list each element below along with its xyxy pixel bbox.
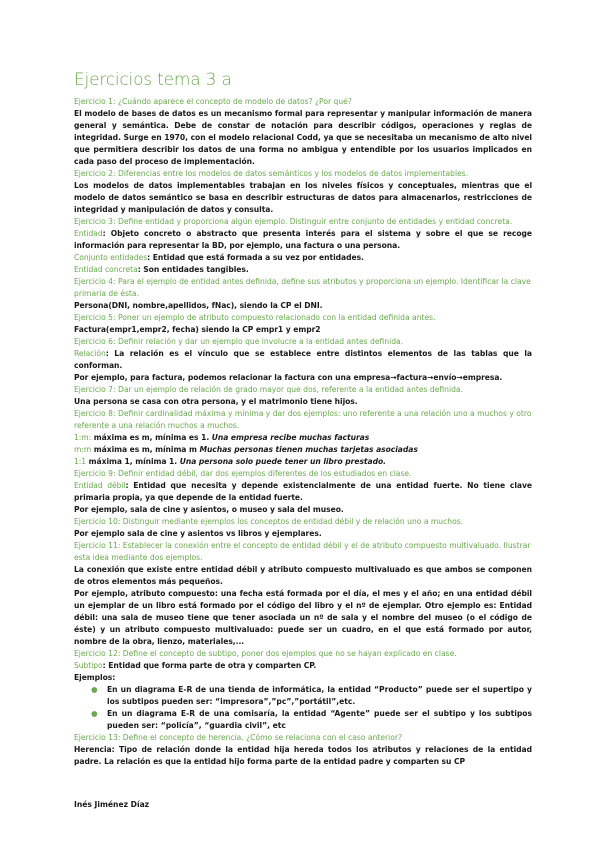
footer-author: Inés Jiménez Díaz [74,800,150,809]
term-label: Entidad concreta [74,265,138,274]
example-italic: Muchas personas tienen muchas tarjetas asociadas [199,445,418,454]
example-italic: Una persona solo puede tener un libro prestado. [179,457,386,466]
answer: Los modelos de datos implementables trabajan en los niveles físicos y conceptuales, mientras que el modelo de datos semántico se basa en describir estructuras de datos para almacenarlos, restricciones de integridad y manipulación de datos y consulta. [74,181,532,214]
example-item: ● En un diagrama E-R de una comisaría, la entidad “Agente” puede ser el subtipo y los subtipos pueden ser: “policía”, “guardia civil”, etc [91,709,532,730]
answer: Factura(empr1,empr2, fecha) siendo la CP empr1 y empr2 [74,325,321,334]
answer: Persona(DNI, nombre,apellidos, fNac), siendo la CP el DNI. [74,301,323,310]
question: Ejercicio 2: Diferencias entre los modelos de datos semánticos y los modelos de datos implementables. [74,169,469,178]
answer: El modelo de bases de datos es un mecanismo formal para representar y manipular información de manera general y semántica. Debe de constar de notación para describir códigos, operaciones y reglas de integridad. Surge en 1970, con el modelo relacional Codd, ya que se necesitaba un mecanismo de alto nivel que permitiera describir los datos de una forma no ambigua y entendible por los usuarios implicados en cada paso del proceso de implementación. [74,109,532,166]
answer: Por ejemplo, sala de cine y asientos, o museo y sala del museo. [74,505,344,514]
question: Ejercicio 7: Dar un ejemplo de relación de grado mayor que dos, referente a la entidad antes definida. [74,385,463,394]
example-italic: Una empresa recibe muchas facturas [211,433,370,442]
question: Ejercicio 6: Definir relación y dar un ejemplo que involucre a la entidad antes definida. [74,337,404,346]
answer: Por ejemplo, atributo compuesto: una fecha está formada por el día, el mes y el año; en una entidad débil un ejemplar de un libro está formado por el código del libro y el nº de ejemplar. Otro ejemplo es: Entidad débil: una sala de museo tiene que tener asociada un nº de sala y el nombre del museo (o el código de éste) y un atributo compuesto multivaluado: puede ser un cuadro, en el que está formado por autor, nombre de la obra, lienzo, materiales,... [74,589,532,646]
example-item: ● En un diagrama E-R de una tienda de informática, la entidad “Producto” puede ser el supertipo y los subtipos pueden ser: “impresora”,”pc”,”portátil”,etc. [91,685,532,706]
answer: Conjunto entidades: Entidad que está formada a su vez por entidades. [74,253,364,262]
question: Ejercicio 8: Definir cardinalidad máxima y mínima y dar dos ejemplos: uno referente a una relación uno a muchos y otro referente a una relación muchos a muchos. [74,409,532,430]
bullet-icon: ● [91,709,98,718]
document-body [74,96,532,768]
question: Ejercicio 10: Distinguir mediante ejemplos los conceptos de entidad débil y de relación uno a muchos. [74,517,464,526]
term-label: Relación [74,349,106,358]
term-label: Entidad [74,229,103,238]
answer: Entidad débil: Entidad que necesita y depende existencialmente de una entidad fuerte. No tiene clave primaria propia, ya que depende de la entidad fuerte. [74,481,532,502]
question: Ejercicio 11: Establecer la conexión entre el concepto de entidad débil y el de atributo compuesto multivaluado. Ilustrar esta idea mediante dos ejemplos. [74,541,531,562]
answer: Entidad concreta: Son entidades tangibles. [74,265,249,274]
answer: Ejemplos: [74,673,116,682]
answer: Por ejemplo sala de cine y asientos vs libros y ejemplares. [74,529,322,538]
answer: Herencia: Tipo de relación donde la entidad hija hereda todos los atributos y relaciones de la entidad padre. La relación es que la entidad hijo forma parte de la entidad padre y comparten su CP [74,745,532,766]
bullet-icon: ● [91,685,98,694]
term-label: 1:m: [74,433,92,442]
document-page [74,70,532,768]
answer: 1:m: máxima es m, mínima es 1. Una empresa recibe muchas facturas [74,433,370,442]
term-label: Entidad débil [74,481,126,490]
term-label: m:m [74,445,92,454]
question: Ejercicio 3: Define entidad y proporciona algún ejemplo. Distinguir entre conjunto de entidades y entidad concreta. [74,217,513,226]
page-title: Ejercicios tema 3 a [74,70,232,90]
answer: Subtipo: Entidad que forma parte de otra y comparten CP. [74,661,317,670]
answer: Relación: La relación es el vínculo que se establece entre distintos elementos de las tablas que la conforman. [74,349,532,370]
answer: Una persona se casa con otra persona, y el matrimonio tiene hijos. [74,397,358,406]
question: Ejercicio 12: Define el concepto de subtipo, poner dos ejemplos que no se hayan explicado en clase. [74,649,457,658]
answer: Por ejemplo, para factura, podemos relacionar la factura con una empresa→factura→envío→empresa. [74,373,503,382]
answer: La conexión que existe entre entidad débil y atributo compuesto multivaluado es que ambos se componen de otros elementos más pequeños. [74,565,532,586]
term-label: Conjunto entidades [74,253,148,262]
question: Ejercicio 13: Define el concepto de herencia. ¿Cómo se relaciona con el caso anterior? [74,733,403,742]
term-label: 1:1 [74,457,87,466]
answer: 1:1 máxima 1, mínima 1. Una persona solo puede tener un libro prestado. [74,457,386,466]
term-label: Subtipo [74,661,103,670]
question: Ejercicio 4: Para el ejemplo de entidad antes definida, define sus atributos y proporciona un ejemplo. Identificar la clave primaria de ésta. [74,277,531,298]
question: Ejercicio 1: ¿Cuándo aparece el concepto de modelo de datos? ¿Por qué? [74,97,352,106]
answer: Entidad: Objeto concreto o abstracto que presenta interés para el sistema y sobre el que se recoge información para representar la BD, por ejemplo, una factura o una persona. [74,229,532,250]
question: Ejercicio 9: Definir entidad débil, dar dos ejemplos diferentes de los estudiados en clase. [74,469,412,478]
question: Ejercicio 5: Poner un ejemplo de atributo compuesto relacionado con la entidad definida antes. [74,313,436,322]
answer: m:m máxima es m, mínima m Muchas personas tienen muchas tarjetas asociadas [74,445,418,454]
example-list [74,684,532,732]
